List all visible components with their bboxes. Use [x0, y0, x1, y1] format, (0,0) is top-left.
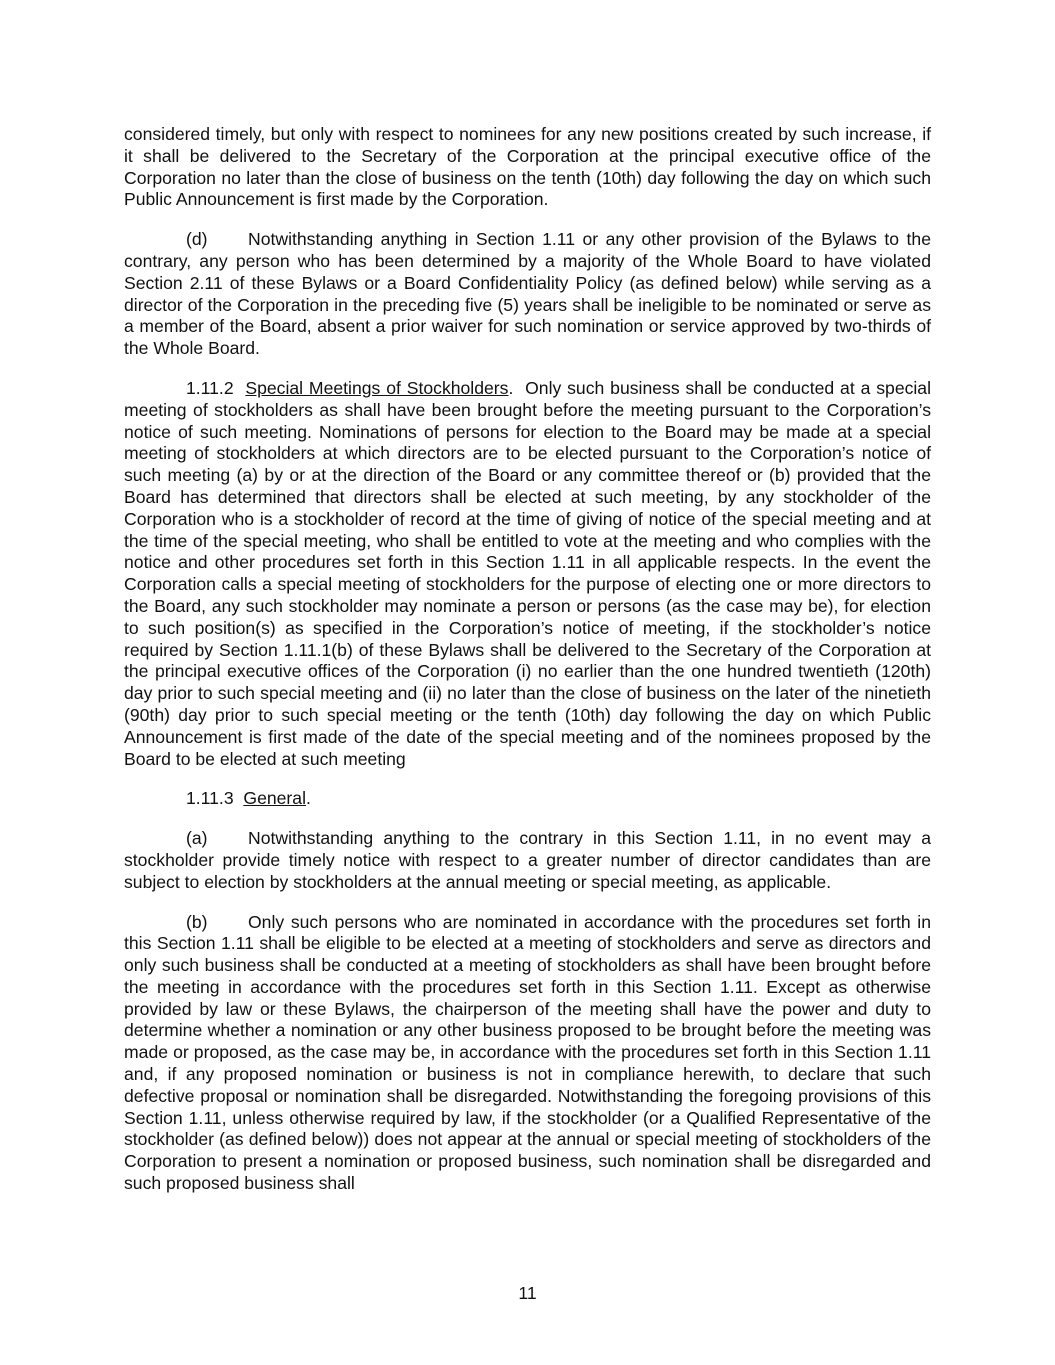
paragraph-text: Only such persons who are nominated in accordance with the procedures set forth in this Section 1.11 shall be eligible to be elected at a meeting of stockholders and serve as directors and only such business shall be conducted at a meeting of stockholders as shall have been brought before the meeting in accordance with the procedures set forth in this Section 1.11. Except as otherwise provided by law or these Bylaws, the chairperson of the meeting shall have the power and duty to determine whether a nomination or any other business proposed to be brought before the meeting was made or proposed, as the case may be, in accordance with the procedures set forth in this Section 1.11 and, if any proposed nomination or business is not in compliance herewith, to declare that such defective proposal or nomination shall be disregarded. Notwithstanding the foregoing provisions of this Section 1.11, unless otherwise required by law, if the stockholder (or a Qualified Representative of the stockholder (as defined below)) does not appear at the annual or special meeting of stockholders of the Corporation to present a nomination or proposed business, such nomination shall be disregarded and such proposed business shall: [124, 911, 931, 1194]
section-1-11-3: [124, 788, 931, 810]
page-number: 11: [518, 1283, 537, 1303]
paragraph-a: [124, 828, 931, 893]
section-heading-end: .: [508, 377, 514, 398]
section-1-11-2: [124, 378, 931, 770]
paragraph-d: [124, 229, 931, 360]
paragraph-continuation: considered timely, but only with respect to nominees for any new positions created by such increase, if it shall be delivered to the Secretary of the Corporation at the principal executive office of the Corporation no later than the close of business on the tenth (10th) day following the day on which such Public Announcement is first made by the Corporation.: [124, 124, 931, 210]
section-heading: General: [243, 788, 306, 809]
section-text: Only such business shall be conducted at a special meeting of stockholders as shall have been brought before the meeting pursuant to the Corporation’s notice of such meeting. Nominations of persons for election to the Board may be made at a special meeting of stockholders at which directors are to be elected pursuant to the Corporation’s notice of such meeting (a) by or at the direction of the Board or any committee thereof or (b) provided that the Board has determined that directors shall be elected at such meeting, by any stockholder of the Corporation who is a stockholder of record at the time of giving of notice of the special meeting and at the time of the special meeting, who shall be entitled to vote at the meeting and who complies with the notice and other procedures set forth in this Section 1.11 in all applicable respects. In the event the Corporation calls a special meeting of stockholders for the purpose of electing one or more directors to the Board, any such stockholder may nominate a person or persons (as the case may be), for election to such position(s) as specified in the Corporation’s notice of meeting, if the stockholder’s notice required by Section 1.11.1(b) of these Bylaws shall be delivered to the Secretary of the Corporation at the principal executive offices of the Corporation (i) no earlier than the one hundred twentieth (120th) day prior to such special meeting and (ii) no later than the close of business on the later of the ninetieth (90th) day prior to such special meeting or the tenth (10th) day following the day on which Public Announcement is first made of the date of the special meeting and of the nominees proposed by the Board to be elected at such meeting: [124, 377, 932, 769]
paragraph-marker: (d): [186, 229, 208, 250]
paragraph-text: Notwithstanding anything to the contrary in this Section 1.11, in no event may a stockholder provide timely notice with respect to a greater number of director candidates than are subject to election by stockholders at the annual meeting or special meeting, as applicable.: [124, 828, 931, 892]
section-number: 1.11.3: [186, 788, 234, 809]
paragraph-text: Notwithstanding anything in Section 1.11 or any other provision of the Bylaws to the contrary, any person who has been determined by a majority of the Whole Board to have violated Section 2.11 of these Bylaws or a Board Confidentiality Policy (as defined below) while serving as a director of the Corporation in the preceding five (5) years shall be ineligible to be nominated or serve as a member of the Board, absent a prior waiver for such nomination or service approved by two-thirds of the Whole Board.: [124, 229, 931, 359]
paragraph-marker: (a): [186, 828, 208, 849]
section-heading: Special Meetings of Stockholders: [245, 377, 509, 398]
paragraph-marker: (b): [186, 911, 208, 932]
paragraph-b: [124, 912, 931, 1195]
section-heading-end: .: [305, 788, 311, 809]
section-number: 1.11.2: [186, 377, 234, 398]
document-page: [124, 124, 931, 1213]
